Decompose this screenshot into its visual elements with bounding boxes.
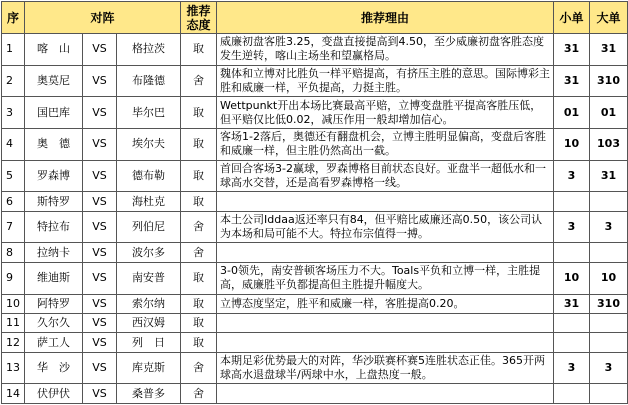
vs-label: VS xyxy=(83,262,117,294)
row-number: 14 xyxy=(2,384,25,404)
reason-text: 魏体和立博对比胜负一样平赔提高，有挤压主胜的意思。国际博彩主胜和威廉一样，平负提高，力挺主胜。 xyxy=(217,65,554,97)
big-bet: 103 xyxy=(590,129,628,161)
small-bet xyxy=(554,313,590,332)
home-team: 拉纳卡 xyxy=(25,243,83,262)
small-bet: 10 xyxy=(554,262,590,294)
stance-value: 舍 xyxy=(181,352,217,384)
home-team: 阿特罗 xyxy=(25,294,83,313)
stance-value: 取 xyxy=(181,313,217,332)
row-number: 4 xyxy=(2,129,25,161)
small-bet: 3 xyxy=(554,160,590,192)
reason-text: Wettpunkt开出本场比赛最高平赔，立博变盘胜平提高客胜压低，但平赔仅比低0.02，减压作用一般却增加信心。 xyxy=(217,97,554,129)
table-row xyxy=(2,211,628,243)
row-number: 8 xyxy=(2,243,25,262)
header-match: 对阵 xyxy=(25,2,181,34)
table-row xyxy=(2,192,628,211)
small-bet: 31 xyxy=(554,65,590,97)
big-bet xyxy=(590,243,628,262)
row-number: 5 xyxy=(2,160,25,192)
table-row xyxy=(2,294,628,313)
row-number: 7 xyxy=(2,211,25,243)
row-number: 13 xyxy=(2,352,25,384)
row-number: 2 xyxy=(2,65,25,97)
stance-value: 取 xyxy=(181,294,217,313)
reason-text: 本期足彩优势最大的对阵，华沙联赛杯赛5连胜状态正佳。365开两球高水退盘球半/两球中水，上盘热度一般。 xyxy=(217,352,554,384)
stance-value: 取 xyxy=(181,160,217,192)
table-row xyxy=(2,262,628,294)
row-number: 9 xyxy=(2,262,25,294)
away-team: 波尔多 xyxy=(117,243,181,262)
row-number: 6 xyxy=(2,192,25,211)
big-bet: 310 xyxy=(590,294,628,313)
table-row xyxy=(2,34,628,66)
vs-label: VS xyxy=(83,34,117,66)
table-header-row xyxy=(2,2,628,34)
home-team: 国巴库 xyxy=(25,97,83,129)
big-bet xyxy=(590,192,628,211)
small-bet xyxy=(554,333,590,352)
home-team: 华 沙 xyxy=(25,352,83,384)
big-bet xyxy=(590,333,628,352)
big-bet: 01 xyxy=(590,97,628,129)
reason-text: 立博态度坚定，胜平和威廉一样，客胜提高0.20。 xyxy=(217,294,554,313)
home-team: 特拉布 xyxy=(25,211,83,243)
stance-value: 舍 xyxy=(181,211,217,243)
reason-text: 3-0领先，南安普顿客场压力不大。Toals平负和立博一样，主胜提高，威廉胜平负都提高但主胜提升幅度大。 xyxy=(217,262,554,294)
reason-text xyxy=(217,384,554,404)
table-row xyxy=(2,352,628,384)
stance-value: 舍 xyxy=(181,243,217,262)
small-bet xyxy=(554,243,590,262)
big-bet: 10 xyxy=(590,262,628,294)
reason-text xyxy=(217,333,554,352)
row-number: 10 xyxy=(2,294,25,313)
row-number: 11 xyxy=(2,313,25,332)
small-bet: 10 xyxy=(554,129,590,161)
table-row xyxy=(2,65,628,97)
big-bet xyxy=(590,384,628,404)
table-row xyxy=(2,129,628,161)
big-bet: 31 xyxy=(590,34,628,66)
stance-value: 舍 xyxy=(181,384,217,404)
small-bet: 01 xyxy=(554,97,590,129)
vs-label: VS xyxy=(83,211,117,243)
reason-text xyxy=(217,243,554,262)
vs-label: VS xyxy=(83,243,117,262)
away-team: 布隆德 xyxy=(117,65,181,97)
row-number: 1 xyxy=(2,34,25,66)
home-team: 久尔久 xyxy=(25,313,83,332)
small-bet xyxy=(554,192,590,211)
reason-text: 首回合客场3-2赢球，罗森博格目前状态良好。亚盘半一超低水和一球高水交替，还是高看罗森博格一线。 xyxy=(217,160,554,192)
table-row xyxy=(2,243,628,262)
table-row xyxy=(2,333,628,352)
vs-label: VS xyxy=(83,384,117,404)
big-bet: 3 xyxy=(590,352,628,384)
home-team: 斯特罗 xyxy=(25,192,83,211)
stance-value: 取 xyxy=(181,129,217,161)
away-team: 海杜克 xyxy=(117,192,181,211)
vs-label: VS xyxy=(83,333,117,352)
away-team: 列伯尼 xyxy=(117,211,181,243)
table-row xyxy=(2,160,628,192)
stance-value: 取 xyxy=(181,192,217,211)
stance-value: 舍 xyxy=(181,65,217,97)
vs-label: VS xyxy=(83,352,117,384)
header-reason: 推荐理由 xyxy=(217,2,554,34)
away-team: 西汉姆 xyxy=(117,313,181,332)
row-number: 12 xyxy=(2,333,25,352)
home-team: 罗森博 xyxy=(25,160,83,192)
away-team: 德布勒 xyxy=(117,160,181,192)
home-team: 喀 山 xyxy=(25,34,83,66)
big-bet: 3 xyxy=(590,211,628,243)
home-team: 伏伊伏 xyxy=(25,384,83,404)
away-team: 索尔纳 xyxy=(117,294,181,313)
header-small: 小单 xyxy=(554,2,590,34)
vs-label: VS xyxy=(83,160,117,192)
big-bet: 31 xyxy=(590,160,628,192)
vs-label: VS xyxy=(83,294,117,313)
vs-label: VS xyxy=(83,192,117,211)
away-team: 桑普多 xyxy=(117,384,181,404)
reason-text xyxy=(217,192,554,211)
small-bet: 3 xyxy=(554,211,590,243)
home-team: 萨工人 xyxy=(25,333,83,352)
small-bet xyxy=(554,384,590,404)
small-bet: 31 xyxy=(554,294,590,313)
small-bet: 3 xyxy=(554,352,590,384)
table-row xyxy=(2,313,628,332)
home-team: 奥 德 xyxy=(25,129,83,161)
stance-value: 取 xyxy=(181,262,217,294)
header-stance: 推荐态度 xyxy=(181,2,217,34)
table-row xyxy=(2,97,628,129)
home-team: 奥莫尼 xyxy=(25,65,83,97)
stance-value: 取 xyxy=(181,34,217,66)
small-bet: 31 xyxy=(554,34,590,66)
away-team: 格拉茨 xyxy=(117,34,181,66)
away-team: 库克斯 xyxy=(117,352,181,384)
big-bet xyxy=(590,313,628,332)
stance-value: 取 xyxy=(181,333,217,352)
big-bet: 310 xyxy=(590,65,628,97)
header-big: 大单 xyxy=(590,2,628,34)
reason-text: 威廉初盘客胜3.25，变盘直接提高到4.50，至少威廉初盘客胜态度发生逆转，喀山主场坐和望赢格局。 xyxy=(217,34,554,66)
away-team: 南安普 xyxy=(117,262,181,294)
away-team: 埃尔夫 xyxy=(117,129,181,161)
header-seq: 序 xyxy=(2,2,25,34)
reason-text xyxy=(217,313,554,332)
stance-value: 取 xyxy=(181,97,217,129)
row-number: 3 xyxy=(2,97,25,129)
recommendation-table xyxy=(1,1,628,404)
vs-label: VS xyxy=(83,313,117,332)
table-row xyxy=(2,384,628,404)
away-team: 列 日 xyxy=(117,333,181,352)
reason-text: 客场1-2落后，奥德还有翻盘机会，立博主胜明显偏高，变盘后客胜和威廉一样，但主胜仍然高出一截。 xyxy=(217,129,554,161)
vs-label: VS xyxy=(83,97,117,129)
home-team: 维迪斯 xyxy=(25,262,83,294)
reason-text: 本土公司Iddaa返还率只有84，但平赔比威廉还高0.50，该公司认为本场和局可能不大。特拉布宗值得一搏。 xyxy=(217,211,554,243)
vs-label: VS xyxy=(83,129,117,161)
away-team: 毕尔巴 xyxy=(117,97,181,129)
vs-label: VS xyxy=(83,65,117,97)
